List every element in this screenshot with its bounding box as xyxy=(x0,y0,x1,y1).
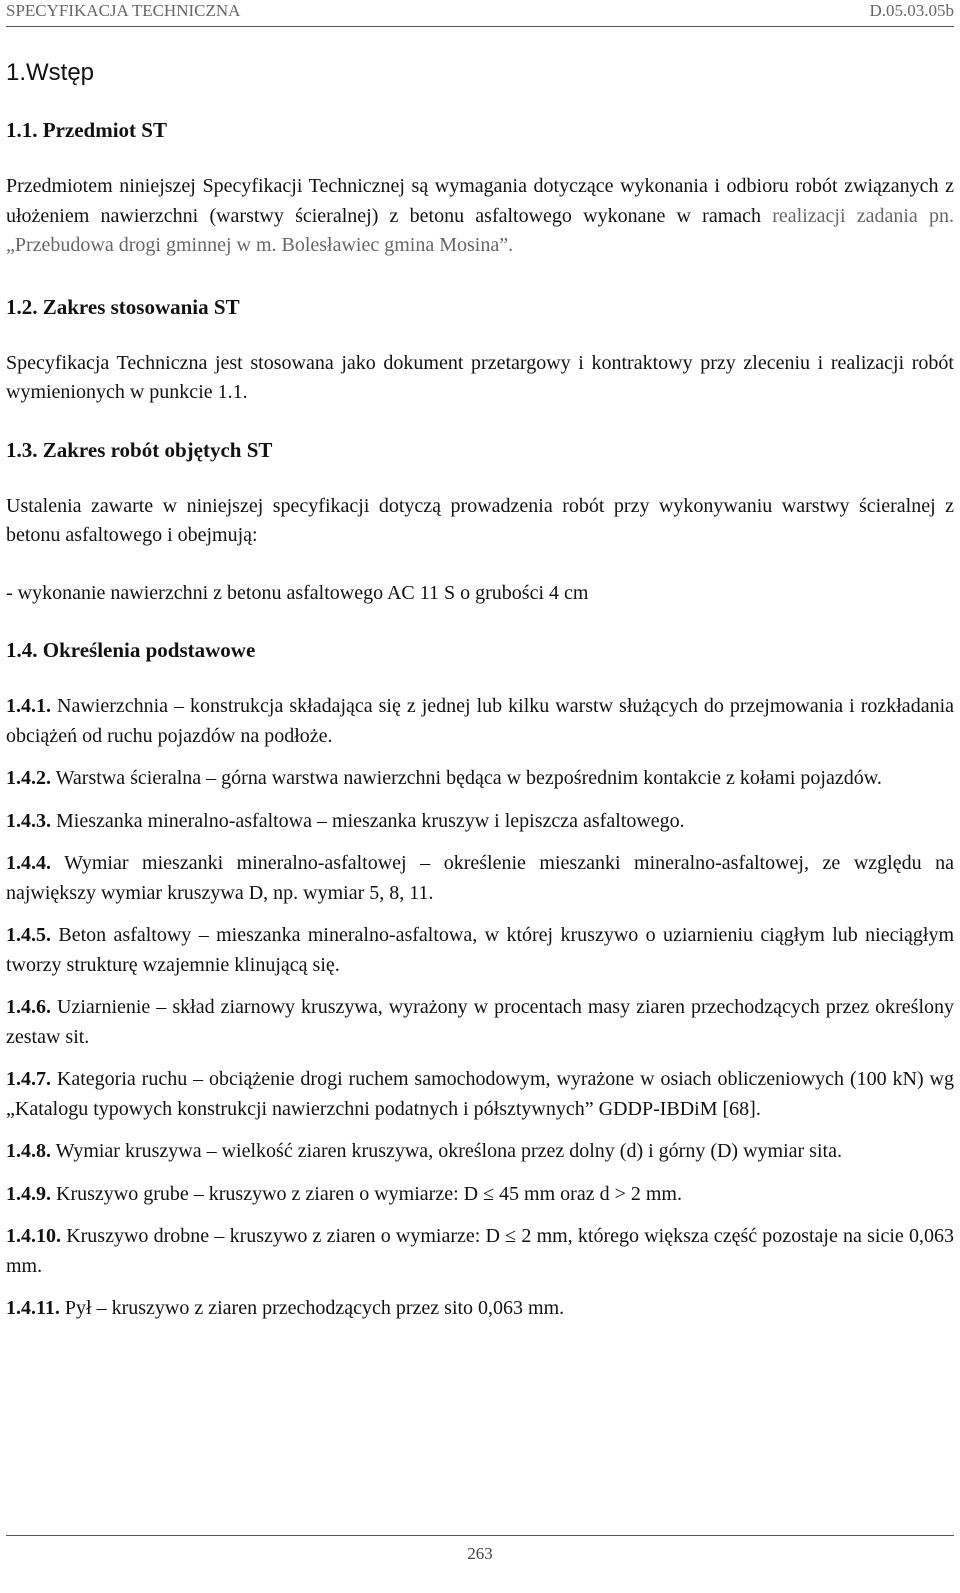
footer-rule xyxy=(6,1535,954,1536)
definition-text: Beton asfaltowy – mieszanka mineralno-asfaltowa, w której kruszywo o uziarnieniu ciągłym lub nieciągłym tworzy strukturę wzajemnie klinującą się. xyxy=(6,924,954,976)
definition-item xyxy=(6,1180,954,1210)
definition-text: Kruszywo grube – kruszywo z ziaren o wymiarze: D ≤ 45 mm oraz d > 2 mm. xyxy=(51,1182,682,1205)
section-heading-intro: 1.Wstęp xyxy=(6,59,95,86)
definition-number: 1.4.5. xyxy=(6,924,51,946)
definition-item xyxy=(6,692,954,751)
list-item-1-3: - wykonanie nawierzchni z betonu asfaltowego AC 11 S o grubości 4 cm xyxy=(6,581,589,604)
section-heading-1-3: 1.3. Zakres robót objętych ST xyxy=(6,437,273,462)
definition-text: Wymiar mieszanki mineralno-asfaltowej – określenie mieszanki mineralno-asfaltowej, ze względu na największy wymiar kruszywa D, np. wymiar 5, 8, 11. xyxy=(6,852,954,904)
paragraph-1-1 xyxy=(6,172,954,261)
section-heading-1-4: 1.4. Określenia podstawowe xyxy=(6,638,256,662)
definition-number: 1.4.10. xyxy=(6,1225,61,1247)
definition-item xyxy=(6,1222,954,1281)
paragraph-1-2: Specyfikacja Techniczna jest stosowana jako dokument przetargowy i kontraktowy przy zleceniu i realizacji robót wymienionych w punkcie 1.1. xyxy=(6,351,954,403)
document-body xyxy=(6,52,954,1324)
definition-item xyxy=(6,849,954,908)
definition-number: 1.4.1. xyxy=(6,695,51,717)
paragraph-1-1-part-b: realizacji zadania pn. „Przebudowa drogi gminnej w m. Bolesławiec gmina Mosina”. xyxy=(6,204,954,256)
definition-text: Kruszywo drobne – kruszywo z ziaren o wymiarze: D ≤ 2 mm, którego większa część pozostaje na sicie 0,063 mm. xyxy=(6,1225,954,1277)
definition-text: Uziarnienie – skład ziarnowy kruszywa, wyrażony w procentach masy ziaren przechodzących przez określony zestaw sit. xyxy=(6,996,954,1048)
definition-item xyxy=(6,921,954,980)
definition-item xyxy=(6,1137,954,1167)
definition-item xyxy=(6,1294,954,1324)
definition-text: Pył – kruszywo z ziaren przechodzących przez sito 0,063 mm. xyxy=(59,1297,565,1319)
header-doc-code: D.05.03.05b xyxy=(869,1,954,20)
definition-text: Mieszanka mineralno-asfaltowa – mieszanka kruszyw i lepiszcza asfaltowego. xyxy=(51,809,685,832)
definition-number: 1.4.6. xyxy=(6,996,51,1018)
paragraph-1-3: Ustalenia zawarte w niniejszej specyfikacji dotyczą prowadzenia robót przy wykonywaniu warstwy ścieralnej z betonu asfaltowego i obejmują: xyxy=(6,494,954,546)
definition-item xyxy=(6,1065,954,1124)
definition-item xyxy=(6,807,954,837)
definition-number: 1.4.7. xyxy=(6,1068,51,1090)
definition-text: Warstwa ścieralna – górna warstwa nawierzchni będąca w bezpośrednim kontakcie z kołami pojazdów. xyxy=(51,767,882,789)
page-header xyxy=(6,0,954,27)
header-title: SPECYFIKACJA TECHNICZNA xyxy=(6,1,241,20)
definitions-list xyxy=(6,692,954,1324)
definition-item xyxy=(6,764,954,794)
definition-number: 1.4.11. xyxy=(6,1297,60,1319)
definition-number: 1.4.9. xyxy=(6,1182,51,1205)
definition-number: 1.4.4. xyxy=(6,852,51,874)
paragraph-1-1-part-a: Przedmiotem niniejszej Specyfikacji Technicznej są wymagania dotyczące wykonania i odbioru robót związanych z ułożeniem nawierzchni (warstwy ścieralnej) z betonu asfaltowego wykonane w ramach xyxy=(6,175,954,227)
section-heading-1-1: 1.1. Przedmiot ST xyxy=(6,118,167,142)
section-heading-1-2: 1.2. Zakres stosowania ST xyxy=(6,294,240,319)
definition-number: 1.4.3. xyxy=(6,809,51,832)
definition-text: Nawierzchnia – konstrukcja składająca się z jednej lub kilku warstw służących do przejmowania i rozkładania obciążeń od ruchu pojazdów na podłoże. xyxy=(6,695,954,747)
definition-number: 1.4.8. xyxy=(6,1140,51,1162)
definition-text: Wymiar kruszywa – wielkość ziaren kruszywa, określona przez dolny (d) i górny (D) wymiar sita. xyxy=(51,1140,842,1162)
definition-number: 1.4.2. xyxy=(6,767,51,789)
definition-item xyxy=(6,993,954,1052)
page-number: 263 xyxy=(467,1544,493,1563)
definition-text: Kategoria ruchu – obciążenie drogi ruchem samochodowym, wyrażone w osiach obliczeniowych (100 kN) wg „Katalogu typowych konstrukcji nawierzchni podatnych i półsztywnych” GDDP-IBDiM [68]. xyxy=(6,1068,954,1120)
